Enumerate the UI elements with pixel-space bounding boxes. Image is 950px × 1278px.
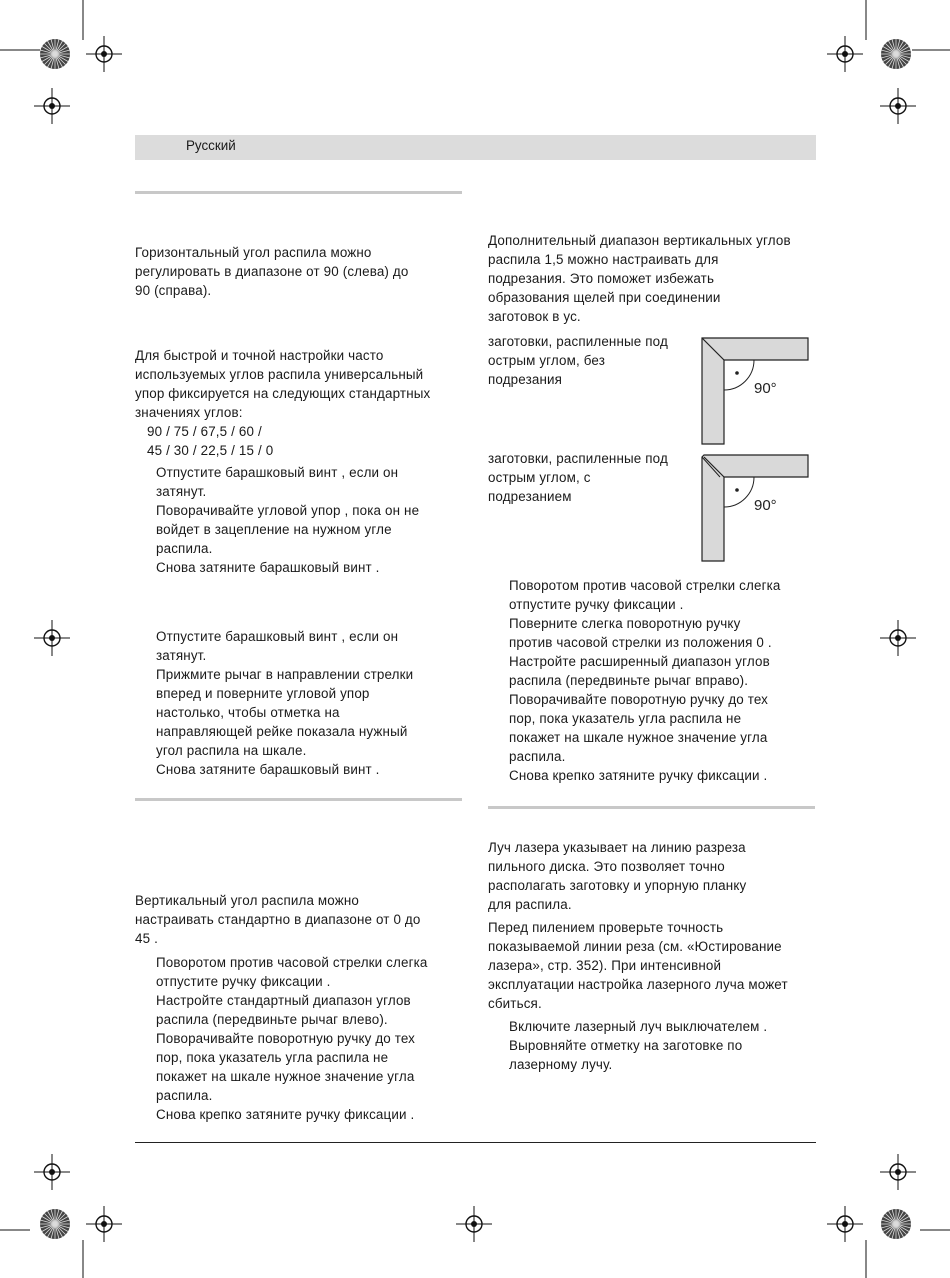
angle-label: 90° — [754, 380, 777, 397]
text-line: войдет в зацепление на нужном угле — [156, 522, 392, 537]
text-line: Снова затяните барашковый винт . — [156, 762, 380, 777]
text-line: показываемой линии реза (см. «Юстирование — [488, 939, 782, 954]
text-line: Луч лазера указывает на линию разреза — [488, 840, 746, 855]
text-line: сбиться. — [488, 996, 542, 1011]
text-line: отпустите ручку фиксации . — [509, 597, 684, 612]
text-line: настолько, чтобы отметка на — [156, 705, 340, 720]
text-line: направляющей рейке показала нужный — [156, 724, 408, 739]
text-line: Поворачивайте угловой упор , пока он не — [156, 503, 420, 518]
crosshair-dot — [842, 51, 848, 57]
text-line: Снова крепко затяните ручку фиксации . — [156, 1107, 415, 1122]
text-line: Снова крепко затяните ручку фиксации . — [509, 768, 768, 783]
text-line: распила. — [156, 1088, 213, 1103]
text-line: подрезания. Это поможет избежать — [488, 271, 715, 286]
text-line: пор, пока указатель угла распила не — [509, 711, 742, 726]
text-line: для распила. — [488, 897, 572, 912]
text-line: Перед пилением проверьте точность — [488, 920, 724, 935]
text-line: против часовой стрелки из положения 0 . — [509, 635, 772, 650]
text-line: Поверните слегка поворотную ручку — [509, 616, 741, 631]
text-line: подрезания — [488, 372, 563, 387]
text-line: распила. — [156, 541, 213, 556]
text-line: Прижмите рычаг в направлении стрелки — [156, 667, 414, 682]
text-line: Включите лазерный луч выключателем . — [509, 1019, 768, 1034]
text-line: Снова затяните барашковый винт . — [156, 560, 380, 575]
crosshair-dot — [49, 1169, 55, 1175]
text-line: распила 1,5 можно настраивать для — [488, 252, 719, 267]
text-line: затянут. — [156, 484, 207, 499]
text-line: Поворачивайте поворотную ручку до тех — [509, 692, 769, 707]
crosshair-dot — [842, 1221, 848, 1227]
crosshair-dot — [895, 103, 901, 109]
text-line: покажет на шкале нужное значение угла — [156, 1069, 415, 1084]
text-line: заготовки, распиленные под — [488, 451, 668, 466]
text-line: острым углом, с — [488, 470, 591, 485]
text-line: отпустите ручку фиксации . — [156, 974, 331, 989]
text-line: 45 . — [135, 931, 158, 946]
angle-values-line: 45 / 30 / 22,5 / 15 / 0 — [147, 443, 274, 458]
text-line: заготовок в ус. — [488, 309, 581, 324]
crosshair-dot — [49, 103, 55, 109]
text-line: значениях углов: — [135, 405, 243, 420]
text-line: вперед и поверните угловой упор — [156, 686, 370, 701]
crosshair-dot — [471, 1221, 477, 1227]
text-line: Для быстрой и точной настройки часто — [135, 348, 384, 363]
text-line: Дополнительный диапазон вертикальных углов — [488, 233, 791, 248]
angle-values-line: 90 / 75 / 67,5 / 60 / — [147, 424, 262, 439]
text-line: распила (передвиньте рычаг влево). — [156, 1012, 388, 1027]
text-line: Поворотом против часовой стрелки слегка — [509, 578, 781, 593]
text-line: образования щелей при соединении — [488, 290, 721, 305]
text-line: регулировать в диапазоне от 90 (слева) до — [135, 264, 409, 279]
text-line: настраивать стандартно в диапазоне от 0 до — [135, 912, 421, 927]
text-line: лазера», стр. 352). При интенсивной — [488, 958, 722, 973]
text-line: лазерному лучу. — [509, 1057, 613, 1072]
language-label: Русский — [186, 138, 236, 153]
text-line: Вертикальный угол распила можно — [135, 893, 359, 908]
text-line: острым углом, без — [488, 353, 605, 368]
text-line: подрезанием — [488, 489, 572, 504]
crosshair-dot — [101, 1221, 107, 1227]
text-line: используемых углов распила универсальный — [135, 367, 424, 382]
text-line: покажет на шкале нужное значение угла — [509, 730, 768, 745]
text-line: Выровняйте отметку на заготовке по — [509, 1038, 743, 1053]
text-line: распила. — [509, 749, 566, 764]
text-line: пильного диска. Это позволяет точно — [488, 859, 725, 874]
crosshair-dot — [895, 635, 901, 641]
text-line: располагать заготовку и упорную планку — [488, 878, 747, 893]
text-line: угол распила на шкале. — [156, 743, 307, 758]
text-line: заготовки, распиленные под — [488, 334, 668, 349]
text-line: Поворотом против часовой стрелки слегка — [156, 955, 428, 970]
angle-label: 90° — [754, 497, 777, 514]
text-line: затянут. — [156, 648, 207, 663]
text-line: Настройте стандартный диапазон углов — [156, 993, 411, 1008]
text-line: распила (передвиньте рычаг вправо). — [509, 673, 749, 688]
text-line: Настройте расширенный диапазон углов — [509, 654, 770, 669]
crosshair-dot — [49, 635, 55, 641]
text-line: 90 (справа). — [135, 283, 212, 298]
text-line: Отпустите барашковый винт , если он — [156, 629, 399, 644]
text-line: Горизонтальный угол распила можно — [135, 245, 372, 260]
text-line: упор фиксируется на следующих стандартных — [135, 386, 431, 401]
text-line: пор, пока указатель угла распила не — [156, 1050, 389, 1065]
text-line: эксплуатации настройка лазерного луча может — [488, 977, 788, 992]
crosshair-dot — [101, 51, 107, 57]
text-line: Поворачивайте поворотную ручку до тех — [156, 1031, 416, 1046]
crosshair-dot — [895, 1169, 901, 1175]
text-line: Отпустите барашковый винт , если он — [156, 465, 399, 480]
